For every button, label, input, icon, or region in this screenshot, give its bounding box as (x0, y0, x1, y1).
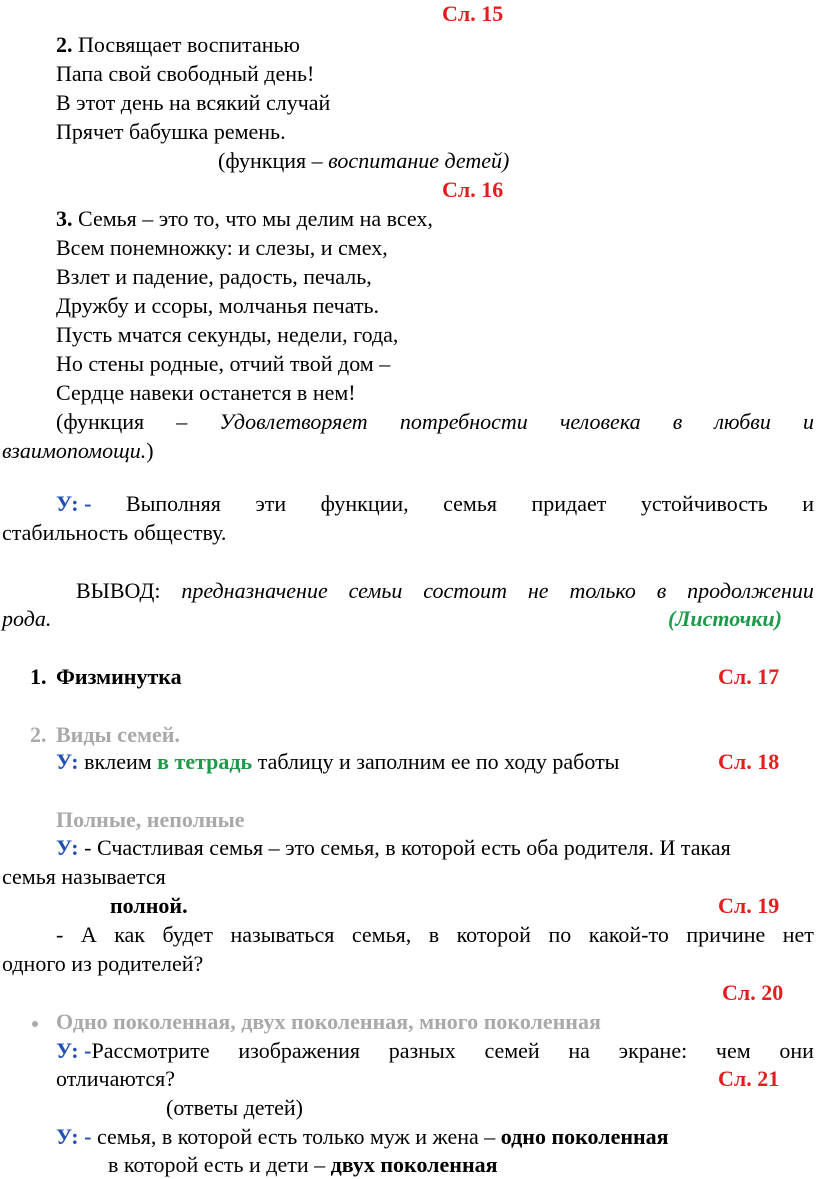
section-title-family-types: Виды семей. (56, 722, 180, 747)
notebook-highlight: в тетрадь (157, 749, 253, 774)
poem3-line-7: Сердце навеки останется в нем! (56, 380, 356, 405)
conclusion-label: ВЫВОД: (76, 578, 161, 603)
conclusion-end: рода. (2, 606, 52, 631)
teacher-remark-1-line-2: стабильность обществу. (2, 520, 227, 545)
poem3-number: 3. (56, 206, 73, 231)
poem2-text-1: Посвящает воспитанью (72, 32, 300, 57)
slide-marker-20: Сл. 20 (722, 980, 784, 1005)
poem2-number: 2. (56, 32, 73, 57)
poem3-line-1 (56, 204, 433, 233)
question-word: нет (782, 922, 814, 947)
teacher-marker: У: (56, 749, 79, 774)
question-line-2: одного из родителей? (2, 951, 204, 976)
teacher-text: семья, в которой есть только муж и жена – (91, 1124, 501, 1149)
term-two-generation: двух поколенная (330, 1152, 498, 1177)
poem2-function-text: воспитание детей) (328, 148, 510, 173)
poem3-function-line (56, 407, 814, 436)
term-full-family: полной. (110, 893, 188, 918)
poem3-function-end: взаимопомощи. (2, 438, 147, 463)
question-word: в (428, 922, 440, 947)
bullet-icon (32, 1021, 38, 1027)
teacher-word: и (802, 491, 814, 516)
section-number: 1. (30, 664, 47, 689)
teacher-remark-5 (56, 1122, 669, 1151)
poem3-function-word: (функция (56, 409, 145, 434)
slide-marker-18: Сл. 18 (718, 749, 780, 774)
teacher-word: семья (443, 491, 497, 516)
poem3-line-5: Пусть мчатся секунды, недели, года, (56, 322, 399, 347)
slide-marker-21: Сл. 21 (718, 1066, 780, 1091)
teacher-word: Выполняя (125, 491, 221, 516)
teacher-marker: У: - (56, 491, 92, 516)
teacher-word: на (568, 1038, 590, 1063)
conclusion-word: семьи (348, 578, 403, 603)
teacher-word: изображения (238, 1038, 361, 1063)
poem2-function (218, 146, 509, 175)
slide-marker-16: Сл. 16 (442, 177, 504, 202)
poem3-line-3: Взлет и падение, радость, печаль, (56, 264, 372, 289)
teacher-word: разных (388, 1038, 456, 1063)
teacher-remark-5-line-2 (108, 1150, 498, 1179)
slide-marker-17: Сл. 17 (718, 664, 780, 689)
question-word: как (114, 922, 145, 947)
conclusion-word: предназначение (181, 578, 328, 603)
poem2-line-3: В этот день на всякий случай (56, 90, 331, 115)
slide-marker-19: Сл. 19 (718, 893, 780, 918)
poem3-line-2: Всем понемножку: и слезы, и смех, (56, 235, 388, 260)
question-line (56, 920, 814, 949)
teacher-text: в которой есть и дети – (108, 1152, 331, 1177)
conclusion-word: состоит (423, 578, 507, 603)
subheading-full-incomplete: Полные, неполные (56, 807, 245, 832)
poem3-function-word: и (802, 409, 814, 434)
poem3-text-1: Семья – это то, что мы делим на всех, (72, 206, 433, 231)
conclusion-word: только (569, 578, 636, 603)
teacher-text: таблицу и заполним ее по ходу работы (252, 749, 620, 774)
teacher-marker: У: (56, 835, 79, 860)
teacher-text: вклеим (78, 749, 158, 774)
poem3-function-word: любви (714, 409, 771, 434)
teacher-remark-4 (56, 1036, 814, 1065)
conclusion-word: не (527, 578, 549, 603)
term-one-generation: одно поколенная (500, 1124, 669, 1149)
teacher-word: экране: (618, 1038, 688, 1063)
question-word: семья, (351, 922, 412, 947)
section-number: 2. (30, 722, 47, 747)
teacher-word: придает (531, 491, 607, 516)
poem2-function-prefix: (функция – (218, 148, 329, 173)
poem2-line-4: Прячет бабушка ремень. (56, 119, 286, 144)
teacher-remark-2 (56, 747, 619, 776)
poem3-function-word: потребности (399, 409, 528, 434)
question-word: будет (162, 922, 214, 947)
poem3-line-4: Дружбу и ссоры, молчанья печать. (56, 293, 380, 318)
teacher-word: семей (484, 1038, 540, 1063)
conclusion-word: в (656, 578, 667, 603)
poem3-function-close: ) (146, 438, 154, 463)
conclusion-word: продолжении (687, 578, 814, 603)
subheading-generations: Одно поколенная, двух поколенная, много поколенная (56, 1009, 601, 1034)
question-word: по (548, 922, 572, 947)
teacher-word: устойчивость (640, 491, 768, 516)
poem3-function-word: человека (559, 409, 641, 434)
poem3-function-line-2 (2, 436, 154, 465)
poem3-function-word: в (672, 409, 683, 434)
teacher-word: Рассмотрите (91, 1038, 210, 1063)
slide-marker-15: Сл. 15 (442, 1, 504, 26)
teacher-word: они (779, 1038, 814, 1063)
poem3-function-word: – (176, 409, 188, 434)
section-title-fizminutka: Физминутка (56, 664, 182, 689)
children-answers: (ответы детей) (166, 1095, 304, 1120)
question-word: которой (456, 922, 531, 947)
teacher-word: чем (715, 1038, 751, 1063)
teacher-remark-4-start (56, 1036, 210, 1065)
teacher-word: эти (255, 491, 287, 516)
question-word: причине (686, 922, 766, 947)
question-word: - (56, 922, 64, 947)
conclusion-line (76, 576, 814, 605)
poem3-function-word: Удовлетворяет (219, 409, 368, 434)
teacher-text: - Счастливая семья – это семья, в которой есть оба родителя. И такая (78, 835, 731, 860)
poem2-line-2: Папа свой свободный день! (56, 61, 315, 86)
teacher-remark-3-line-2: семья называется (2, 864, 166, 889)
question-word: называться (230, 922, 335, 947)
question-word: какой-то (588, 922, 669, 947)
teacher-marker: У: - (56, 1124, 92, 1149)
teacher-remark-1 (56, 489, 814, 518)
poem3-line-6: Но стены родные, отчий твой дом – (56, 351, 391, 376)
poem2-line-1 (56, 30, 300, 59)
teacher-word: функции, (320, 491, 409, 516)
teacher-remark-3 (56, 833, 731, 862)
question-word: А (80, 922, 97, 947)
conclusion-note: (Листочки) (668, 606, 782, 631)
teacher-remark-4-line-2: отличаются? (56, 1066, 176, 1091)
teacher-marker: У: - (56, 1038, 92, 1063)
